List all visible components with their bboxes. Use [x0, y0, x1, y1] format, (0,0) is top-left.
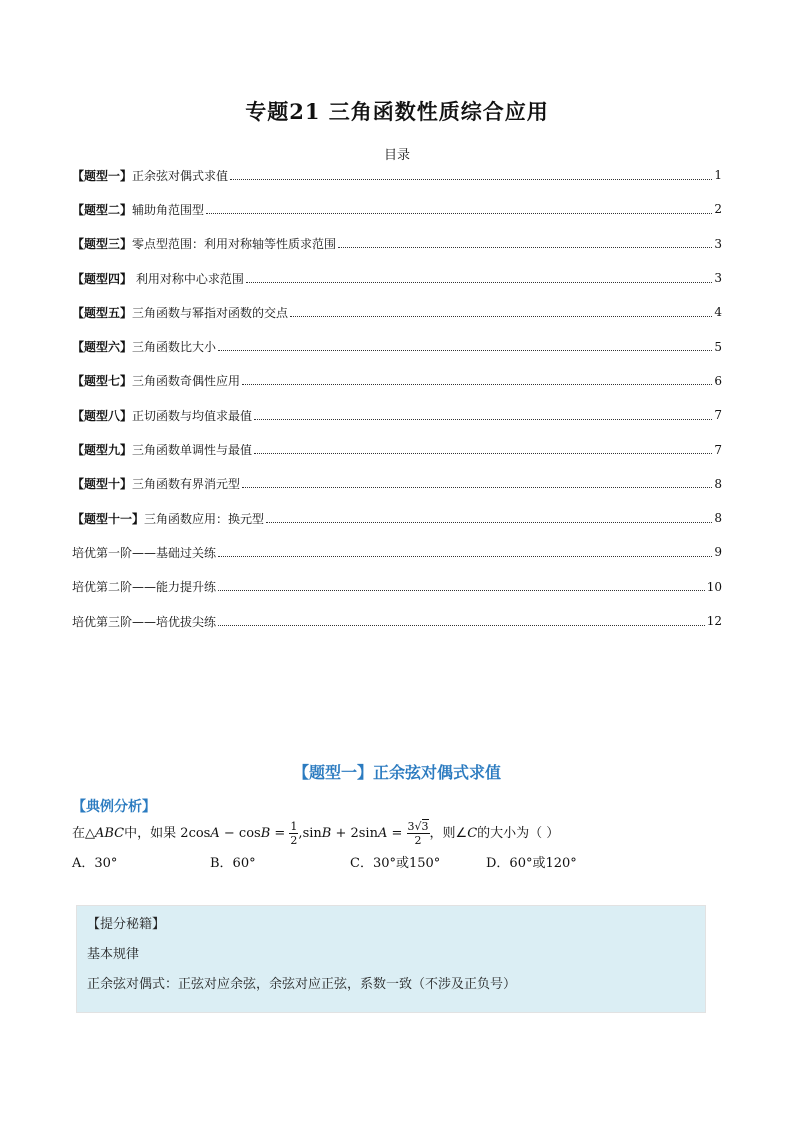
- toc-entry-label: 【题型四】 利用对称中心求范围: [72, 271, 244, 286]
- angle-name: C: [467, 826, 478, 841]
- problem-suffix: 的大小为（ ）: [477, 826, 560, 841]
- toc-entry-label: 【题型十】三角函数有界消元型: [72, 477, 241, 492]
- toc-entry-page: 12: [706, 614, 722, 628]
- toc-entry-page: 8: [714, 476, 722, 491]
- toc-entry[interactable]: [72, 192, 722, 226]
- toc-entry-page: 6: [714, 373, 722, 388]
- toc-entry-label: 【题型二】辅助角范围型: [72, 202, 205, 217]
- toc-entry[interactable]: [72, 501, 722, 535]
- toc-heading: 目录: [383, 148, 410, 163]
- page-title: 专题21 三角函数性质综合应用: [245, 99, 549, 124]
- toc-entry-label: 【题型七】三角函数奇偶性应用: [72, 374, 241, 389]
- toc-entry-page: 1: [714, 168, 722, 183]
- toc-entry-page: 4: [714, 305, 722, 320]
- toc-leader-dots: [290, 316, 712, 317]
- toc-leader-dots: [254, 453, 712, 454]
- toc-entry-page: 3: [714, 236, 722, 251]
- toc-leader-dots: [206, 213, 712, 214]
- tip-box: [76, 905, 706, 1013]
- tip-line-1: 基本规律: [87, 947, 140, 962]
- choice-c[interactable]: C．30°或150°: [350, 856, 441, 871]
- toc-entry-page: 8: [714, 511, 722, 526]
- toc-entry-page: 10: [706, 579, 722, 594]
- toc-entry[interactable]: [72, 398, 722, 432]
- problem-then: ，则∠: [429, 826, 468, 841]
- choice-a[interactable]: A．30°: [72, 856, 118, 871]
- toc-entry-page: 7: [714, 408, 722, 423]
- toc-entry[interactable]: [72, 227, 722, 261]
- toc-leader-dots: [254, 419, 712, 420]
- tip-heading: 【提分秘籍】: [87, 917, 166, 932]
- tip-line-2: 正余弦对偶式：正弦对应余弦，余弦对应正弦，系数一致（不涉及正负号）: [87, 977, 517, 992]
- toc-leader-dots: [218, 625, 705, 626]
- fraction-half: $\frac{1}{2}$: [290, 820, 298, 847]
- toc-leader-dots: [242, 487, 712, 488]
- toc-entry[interactable]: [72, 329, 722, 363]
- triangle-name: ABC: [95, 826, 125, 841]
- choice-b[interactable]: B．60°: [210, 856, 256, 871]
- toc-entry-page: 9: [714, 545, 722, 560]
- toc-entry[interactable]: [72, 432, 722, 466]
- toc-entry-page: 2: [714, 202, 722, 217]
- problem-mid: 中，如果: [124, 826, 177, 841]
- toc-entry[interactable]: [72, 261, 722, 295]
- toc-leader-dots: [338, 247, 712, 248]
- fraction-3root3-over-2: $\frac{3√3}{2}$: [407, 820, 429, 847]
- toc-entry[interactable]: [72, 570, 722, 604]
- toc-entry[interactable]: [72, 535, 722, 569]
- toc-entry-label: 【题型一】正余弦对偶式求值: [72, 168, 229, 183]
- problem-statement: [72, 820, 722, 847]
- toc-entry-label: 【题型五】三角函数与幂指对函数的交点: [72, 305, 289, 320]
- toc-leader-dots: [246, 282, 713, 283]
- equation-1: 2cosA − cosB = $\frac{1}{2}$ ,sinB + 2sinA = $\frac{3√3}{2}$: [180, 820, 429, 847]
- toc-entry-label: 培优第一阶——基础过关练: [72, 545, 217, 560]
- toc-entry-label: 【题型八】正切函数与均值求最值: [72, 408, 253, 423]
- toc-leader-dots: [242, 384, 712, 385]
- choice-d[interactable]: D．60°或120°: [486, 856, 577, 871]
- toc-leader-dots: [218, 350, 712, 351]
- toc-entry-label: 【题型九】三角函数单调性与最值: [72, 443, 253, 458]
- toc-leader-dots: [266, 522, 712, 523]
- toc-entry-page: 7: [714, 442, 722, 457]
- toc-entry[interactable]: [72, 467, 722, 501]
- toc-entry[interactable]: [72, 295, 722, 329]
- toc-entry-label: 【题型三】零点型范围：利用对称轴等性质求范围: [72, 237, 337, 252]
- toc-entry[interactable]: [72, 158, 722, 192]
- toc-leader-dots: [230, 179, 712, 180]
- example-heading: 【典例分析】: [72, 799, 156, 815]
- toc-entry-label: 培优第二阶——能力提升练: [72, 580, 217, 595]
- section-title: 【题型一】正余弦对偶式求值: [292, 763, 501, 782]
- toc-entry-label: 培优第三阶——培优拔尖练: [72, 614, 217, 629]
- toc-entry-page: 5: [714, 339, 722, 354]
- toc-entry[interactable]: [72, 604, 722, 638]
- toc-entry-label: 【题型六】三角函数比大小: [72, 340, 217, 355]
- toc-leader-dots: [218, 556, 712, 557]
- toc-entry-label: 【题型十一】三角函数应用：换元型: [72, 511, 265, 526]
- toc-leader-dots: [218, 590, 705, 591]
- table-of-contents: [72, 158, 722, 638]
- toc-entry-page: 3: [714, 271, 722, 286]
- problem-prefix: 在△: [72, 826, 95, 841]
- toc-entry[interactable]: [72, 364, 722, 398]
